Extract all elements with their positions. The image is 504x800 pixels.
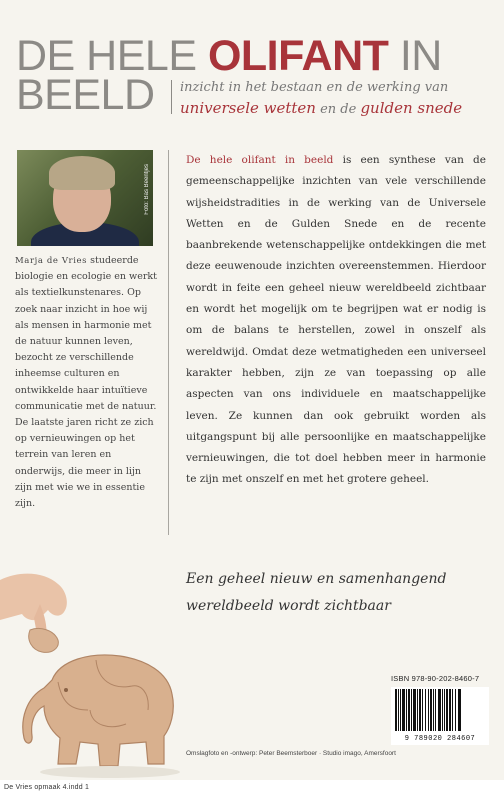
title-line-2: BEELD [16,71,155,119]
subtitle [180,78,462,120]
title-accent: OLIFANT [207,32,389,80]
blurb-lead: De hele olifant in beeld [186,154,334,166]
subtitle-accent-2: gulden snede [360,99,463,117]
photo-hair [49,156,115,190]
bio-text: studeerde biologie en ecologie en werkt als textielkunstenares. Op zoek naar inzicht in hoe wij als mensen in harmonie met de natuur kunnen leven, bezocht ze verschillende inheemse culturen en ontwikkelde haar intuïtieve communicatie met de natuur. De laatste jaren richt ze zich op vernieuwingen op het terrein van leren en onderwijs, die meer in lijn zijn met wie we in essentie zijn. [15,255,157,510]
slug-text: De Vries opmaak 4.indd 1 [4,784,90,791]
elephant-eye [64,688,68,692]
barcode-digits: 9 789020 284607 [404,735,476,743]
barcode-bars [395,689,485,731]
hand [0,574,67,620]
tagline-line-2: wereldbeeld wordt zichtbaar [186,598,391,614]
title-part: IN [388,32,442,80]
tagline [186,566,496,620]
subtitle-part: en de [315,102,361,117]
photo-credit: Foto: Bas Beentjes [144,164,150,215]
elephant-puzzle-illustration [0,560,190,780]
blurb-text: is een synthese van de gemeenschappelijke inzichten van vele verschillende wijsheidstradities in de werking van de Universele Wetten en de Gulden Snede en de recente baanbrekende wetenschappelijke ontdekkingen die met deze eeuwenoude inzichten overeenstemmen. Hierdoor wordt in feite een geheel nieuw wereldbeeld zichtbaar en wordt het mogelijk om te begrijpen wat er nodig is om de balans te herstellen, zowel in onszelf als wereldwijd. Omdat deze wetmatigheden een universeel karakter hebben, zijn ze van toepassing op alle aspecten van ons individuele en maatschappelijke leven. Ze kunnen dan ook gebruikt worden als uitgangspunt bij alle persoonlijke en maatschappelijke vernieuwingen, die tot doel hebben meer in harmonie te zijn met onszelf en met het grotere geheel. [186,154,486,486]
author-name: Marja de Vries [15,256,88,266]
elephant-body [23,655,173,766]
barcode-stripe [461,689,462,731]
shadow [40,766,180,778]
author-photo [17,150,153,246]
barcode [391,687,489,745]
tagline-line-1: Een geheel nieuw en samenhangend [186,571,447,587]
subtitle-line-1: inzicht in het bestaan en de werking van [180,80,449,95]
author-bio [15,253,157,512]
title-divider [171,80,172,114]
column-divider [168,150,169,535]
title-line-1 [16,32,442,80]
subtitle-line-2 [180,98,462,120]
cover-credits: Omslagfoto en -ontwerp: Peter Beemsterboer · Studio imago, Amersfoort [186,750,396,757]
title-part: DE HELE [16,32,208,80]
blurb [186,150,486,491]
isbn-label: ISBN 978-90-202-8460-7 [391,674,480,683]
puzzle-piece [29,628,59,652]
subtitle-accent-1: universele wetten [180,99,316,117]
print-slug [0,780,504,800]
